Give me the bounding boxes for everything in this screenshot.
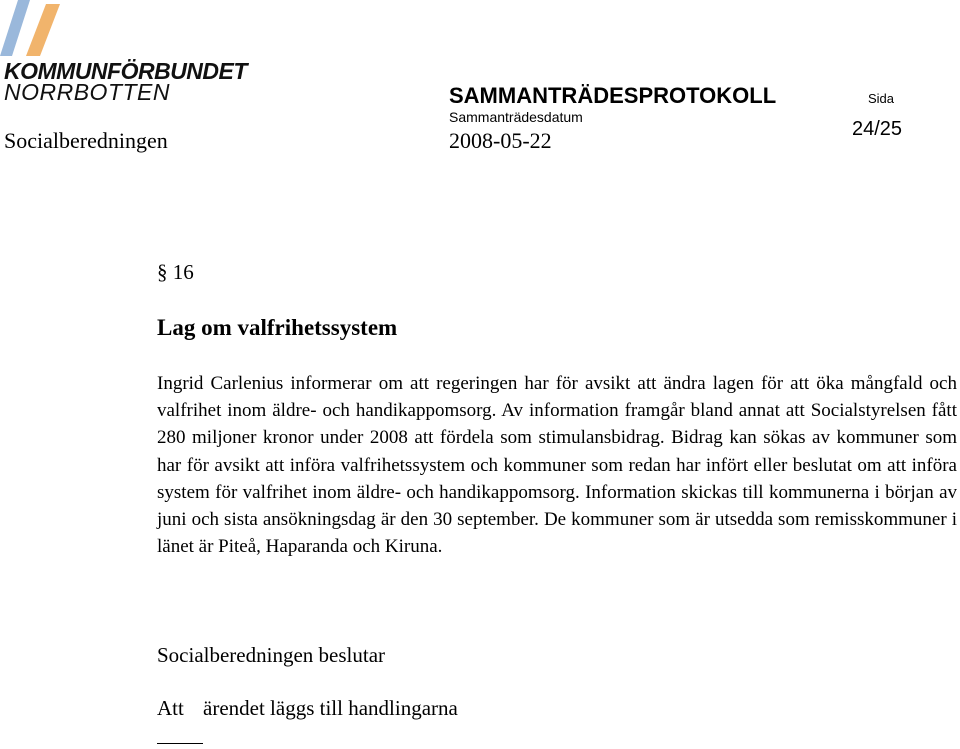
page-number: 24/25 <box>852 118 903 140</box>
logo-text-line2: NORRBOTTEN <box>4 79 170 105</box>
decision-att: Att <box>157 696 184 720</box>
logo-text-line1: KOMMUNFÖRBUNDET <box>4 58 247 84</box>
body-paragraph: Ingrid Carlenius informerar om att regeringen har för avsikt att ändra lagen för att öka mångfald och valfrihet inom äldre- och handikappomsorg. Av information framgår bland annat att Socialstyrelsen fått 280 miljoner kronor under 2008 att fördela som stimulansbidrag. Bidrag kan sökas av kommuner som har för avsikt att införa valfrihetssystem och kommuner som redan har infört eller beslutat om att införa system för valfrihet inom äldre- och handikappomsorg. Information skickas till kommunerna i början av juni och sista ansökningsdag är den 30 september. De kommuner som är utsedda som remisskommuner i länet är Piteå, Haparanda och Kiruna. <box>157 373 957 558</box>
decision-text: ärendet läggs till handlingarna <box>203 696 458 720</box>
meeting-date-label: Sammanträdesdatum <box>449 109 583 125</box>
logo-stripe-blue <box>0 0 30 56</box>
item-heading: Lag om valfrihetssystem <box>157 315 398 340</box>
page-label: Sida <box>868 91 895 106</box>
logo-stripe-orange <box>26 4 60 56</box>
meeting-date: 2008-05-22 <box>449 128 552 153</box>
logo-mark <box>0 0 80 60</box>
committee-name: Socialberedningen <box>4 128 168 153</box>
end-rule <box>157 743 203 744</box>
section-number: § 16 <box>157 260 194 284</box>
decision-label: Socialberedningen beslutar <box>157 643 386 667</box>
decision-row <box>157 696 458 721</box>
document-type: SAMMANTRÄDESPROTOKOLL <box>449 83 777 108</box>
